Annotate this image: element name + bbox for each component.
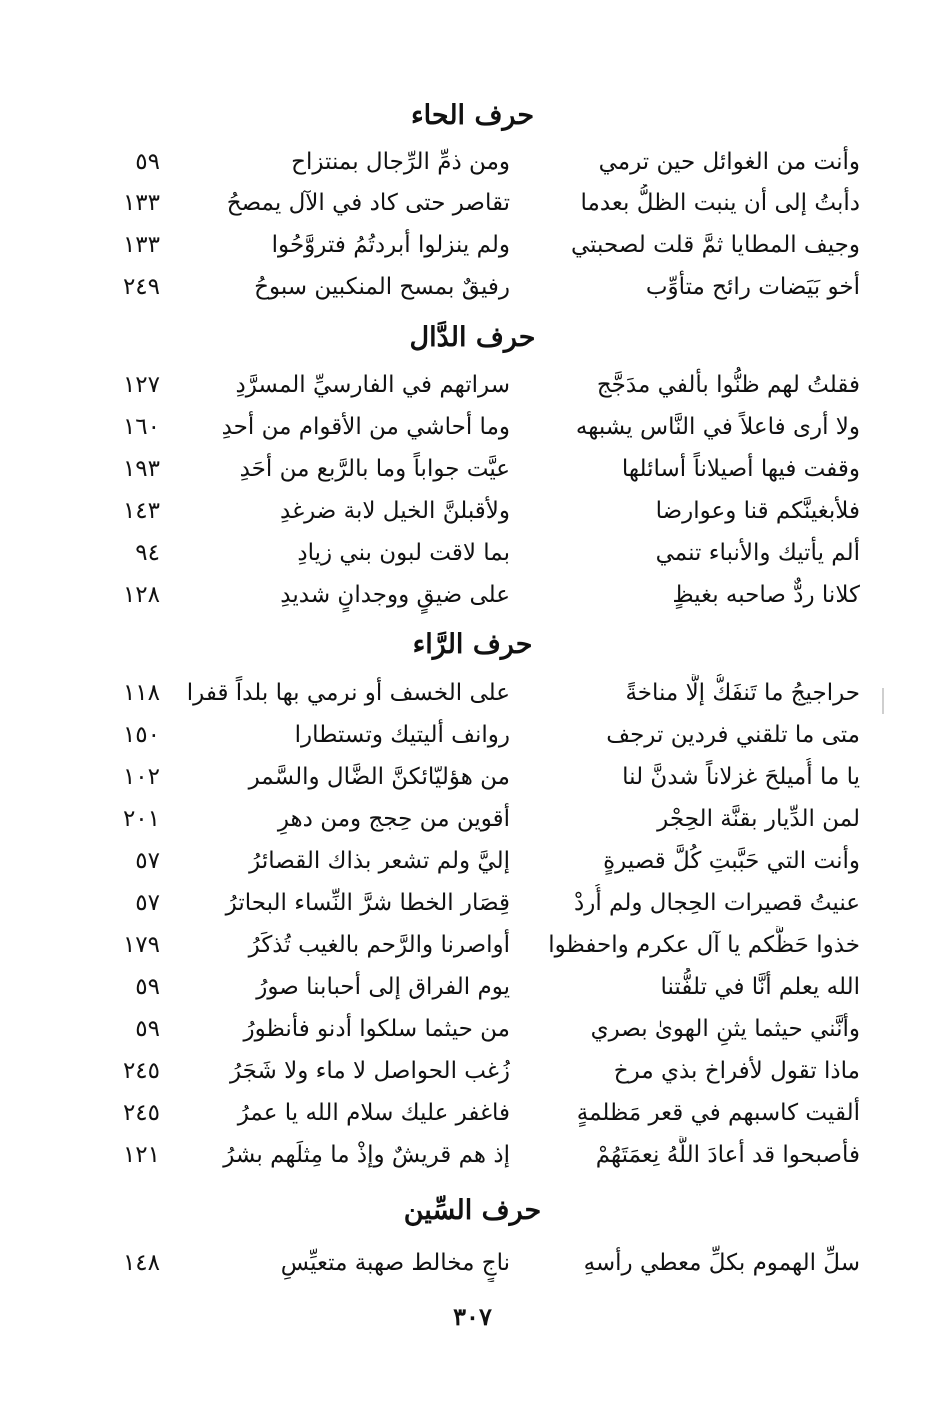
first-hemistich: ألقيت كاسبهم في قعر مَظلمةٍ xyxy=(576,1100,860,1126)
second-hemistich: إذ هم قريشٌ وإذْ ما مِثلَهم بشرُ xyxy=(223,1142,510,1168)
section-heading-haa: حرف الحاء xyxy=(410,100,535,131)
verse-row xyxy=(100,143,860,181)
first-hemistich: لمن الدِّيار بقنَّة الحِجْر xyxy=(657,806,860,832)
verse-row xyxy=(100,576,860,614)
second-hemistich: وما أحاشي من الأقوام من أحدِ xyxy=(221,414,510,440)
page-reference: ٥٩ xyxy=(135,974,160,1000)
verse-row xyxy=(100,1136,860,1174)
page-reference: ١١٨ xyxy=(122,680,160,706)
first-hemistich: عنيتُ قصيرات الحِجال ولم أُردْ xyxy=(573,890,860,916)
verse-row xyxy=(100,450,860,488)
page-reference: ١٣٣ xyxy=(122,232,160,258)
first-hemistich: ألم يأتيك والأنباء تنمي xyxy=(655,540,860,566)
first-hemistich: وأنت التي حَبَّبتِ كُلَّ قصيرةٍ xyxy=(603,848,860,874)
verse-row xyxy=(100,268,860,306)
page-reference: ١٧٩ xyxy=(122,932,160,958)
page-reference: ١٢٧ xyxy=(122,372,160,398)
first-hemistich: وأنت من الغوائل حين ترمي xyxy=(598,149,860,175)
verse-row xyxy=(100,884,860,922)
verse-row xyxy=(100,226,860,264)
second-hemistich: سراتهم في الفارسيِّ المسرَّدِ xyxy=(235,372,510,398)
page-reference: ٥٧ xyxy=(135,890,160,916)
verse-row xyxy=(100,408,860,446)
second-hemistich: رفيقٌ بمسح المنكبين سبوحُ xyxy=(254,274,510,300)
first-hemistich: وأنَّني حيثما يثنِ الهوىٰ بصري xyxy=(590,1016,860,1042)
page-reference: ٢٤٩ xyxy=(122,274,160,300)
page-reference: ١٤٣ xyxy=(122,498,160,524)
second-hemistich: أقوين من حِجج ومن دهرِ xyxy=(277,806,510,832)
first-hemistich: أخو بَيَضات رائح متأوِّب xyxy=(645,274,860,300)
first-hemistich: فقلتُ لهم ظنُّوا بألفي مدَجَّج xyxy=(596,372,860,398)
first-hemistich: ولا أرى فاعلاً في النَّاس يشبهه xyxy=(575,414,860,440)
second-hemistich: روانف أليتيك وتستطارا xyxy=(294,722,510,748)
page-reference: ١٤٨ xyxy=(122,1250,160,1276)
first-hemistich: فلأبغينَّكم قنا وعوارضا xyxy=(655,498,860,524)
page-reference: ١٣٣ xyxy=(122,190,160,216)
second-hemistich: ومن ذمِّ الرِّجال بمنتزاح xyxy=(291,149,510,175)
first-hemistich: فأصبحوا قد أعادَ اللَّهُ نِعمَتَهُمْ xyxy=(595,1142,860,1168)
verse-row xyxy=(100,758,860,796)
second-hemistich: على الخسف أو نرمي بها بلداً قفرا xyxy=(186,680,510,706)
second-hemistich: ناجٍ مخالط صهبة متعيِّسِ xyxy=(280,1250,510,1276)
page-reference: ١٩٣ xyxy=(122,456,160,482)
verse-row xyxy=(100,1010,860,1048)
first-hemistich: ماذا تقول لأفراخ بذي مرخ xyxy=(613,1058,860,1084)
second-hemistich: إليَّ ولم تشعر بذاك القصائرُ xyxy=(249,848,510,874)
first-hemistich: كلانا ردٌّ صاحبه بغيظٍ xyxy=(672,582,860,608)
second-hemistich: من حيثما سلكوا أدنو فأنظورُ xyxy=(243,1016,510,1042)
first-hemistich: وجيف المطايا ثمَّ قلت لصحبتي xyxy=(570,232,860,258)
section-heading-raa: حرف الرَّاء xyxy=(412,629,533,660)
second-hemistich: تقاصر حتى كاد في الآل يمصحُ xyxy=(226,190,510,216)
verse-row xyxy=(100,926,860,964)
page-reference: ١٥٠ xyxy=(122,722,160,748)
verse-row xyxy=(100,716,860,754)
section-heading-daal: حرف الدَّال xyxy=(409,322,536,353)
verse-row xyxy=(100,842,860,880)
second-hemistich: عيَّت جواباً وما بالرَّبع من أحَدِ xyxy=(239,456,510,482)
section-heading-seen: حرف السِّين xyxy=(403,1195,542,1226)
verse-row xyxy=(100,492,860,530)
first-hemistich: خذوا حَظَّكم يا آل عكرم واحفظوا xyxy=(548,932,860,958)
second-hemistich: بما لاقت لبون بني زيادِ xyxy=(297,540,510,566)
second-hemistich: زُغب الحواصل لا ماء ولا شَجَرُ xyxy=(229,1058,510,1084)
page-reference: ٢٤٥ xyxy=(122,1100,160,1126)
verse-row xyxy=(100,800,860,838)
verse-row xyxy=(100,1094,860,1132)
first-hemistich: دأبتُ إلى أن ينبت الظلُّ بعدما xyxy=(580,190,860,216)
second-hemistich: يوم الفراق إلى أحبابنا صورُ xyxy=(256,974,510,1000)
page-reference: ١٠٢ xyxy=(122,764,160,790)
second-hemistich: فاغفر عليك سلام الله يا عمرُ xyxy=(237,1100,510,1126)
verse-row xyxy=(100,534,860,572)
verse-row xyxy=(100,1244,860,1282)
second-hemistich: من هؤليّائكنَّ الضَّال والسَّمر xyxy=(248,764,510,790)
first-hemistich: يا ما أُميلحَ غزلاناً شدنَّ لنا xyxy=(622,764,860,790)
first-hemistich: سلِّ الهموم بكلِّ معطي رأسهِ xyxy=(583,1250,860,1276)
page-reference: ١٢١ xyxy=(122,1142,160,1168)
first-hemistich: متى ما تلقني فردين ترجف xyxy=(606,722,860,748)
verse-row xyxy=(100,968,860,1006)
verse-row xyxy=(100,674,860,712)
verse-row xyxy=(100,366,860,404)
page-reference: ١٦٠ xyxy=(122,414,160,440)
second-hemistich: ولم ينزلوا أبردتُمُ فتروَّحُوا xyxy=(271,232,510,258)
page-reference: ٥٧ xyxy=(135,848,160,874)
verse-row xyxy=(100,184,860,222)
page-reference: ٢٤٥ xyxy=(122,1058,160,1084)
first-hemistich: حراجيجُ ما تَنفَكُّ إلَّا مناخةً xyxy=(625,680,860,706)
first-hemistich: الله يعلم أنَّا في تلفُّتنا xyxy=(660,974,860,1000)
page-reference: ٩٤ xyxy=(135,540,160,566)
page-reference: ٥٩ xyxy=(135,1016,160,1042)
second-hemistich: قِصَار الخطا شرَّ النِّساء البحاترُ xyxy=(225,890,510,916)
second-hemistich: ولأقبلنَّ الخيل لابة ضرغدِ xyxy=(280,498,510,524)
second-hemistich: على ضيقٍ ووجدانٍ شديدِ xyxy=(280,582,510,608)
page-number: ٣٠٧ xyxy=(453,1302,492,1331)
margin-mark xyxy=(882,688,884,714)
second-hemistich: أواصرنا والرَّحم بالغيب تُذكَرُ xyxy=(248,932,510,958)
page-reference: ١٢٨ xyxy=(122,582,160,608)
page-reference: ٢٠١ xyxy=(122,806,160,832)
verse-row xyxy=(100,1052,860,1090)
page-reference: ٥٩ xyxy=(135,149,160,175)
first-hemistich: وقفت فيها أصيلاناً أسائلها xyxy=(621,456,860,482)
